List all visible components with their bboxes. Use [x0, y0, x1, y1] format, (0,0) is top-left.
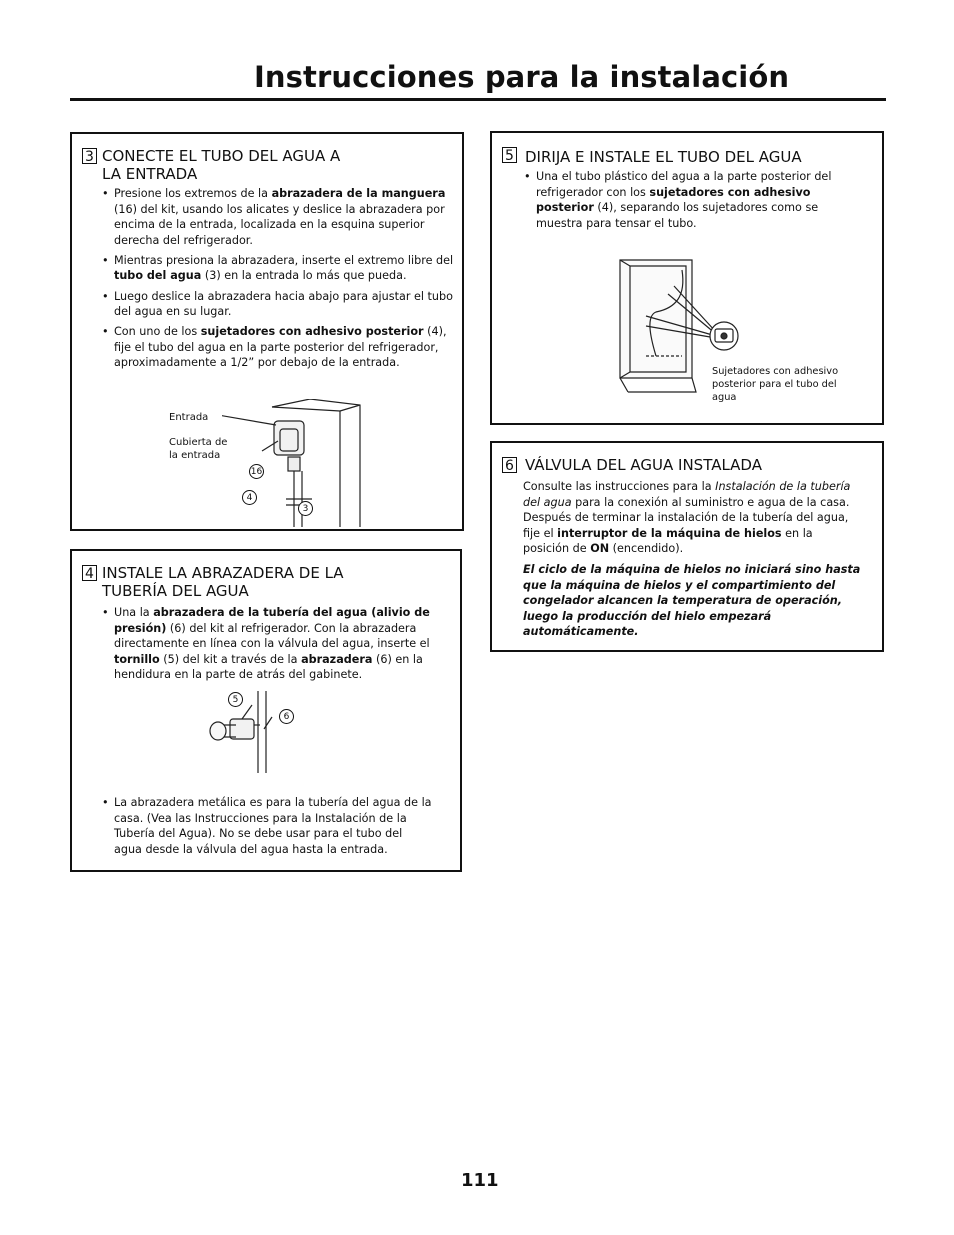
step-3-bullet-1: • Presione los extremos de la abrazadera de la manguera (16) del kit, usando los alicates y deslice la abrazadera por encima de la entrada, localizada en la esquina superior derecha del refrigerador.	[102, 186, 458, 248]
clips-caption: Sujetadores con adhesivo posterior para el tubo del agua	[712, 366, 839, 403]
inlet-cover-label: Cubierta de la entrada	[169, 437, 228, 461]
step-3-bullet-2: • Mientras presiona la abrazadera, inserte el extremo libre del tubo del agua (3) en la entrada lo más que pueda.	[102, 253, 458, 284]
page-number: 111	[461, 1170, 499, 1191]
step-6-heading: VÁLVULA DEL AGUA INSTALADA	[525, 456, 762, 474]
step-3-number: 3	[82, 148, 97, 164]
step-6-paragraph: Consulte las instrucciones para la Instalación de la tubería del agua para la conexión al suministro e agua de la casa. Después de terminar la instalación de la tubería del agua, fije el interruptor de la máquina de hielos en la posición de ON (encendido).	[523, 480, 851, 556]
step-5-panel	[490, 131, 884, 425]
step-5-number: 5	[502, 147, 517, 163]
step-3-instructions	[102, 186, 458, 376]
step-4-number: 4	[82, 565, 97, 581]
step-5-heading: DIRIJA E INSTALE EL TUBO DEL AGUA	[525, 148, 802, 166]
page-title: Instrucciones para la instalación	[254, 60, 790, 94]
step-4-instructions	[102, 605, 432, 687]
step-4-heading: INSTALE LA ABRAZADERA DE LA TUBERÍA DEL AGUA	[102, 564, 344, 600]
inlet-label: Entrada	[169, 412, 209, 423]
step-3-bullet-4: • Con uno de los sujetadores con adhesivo posterior (4), fije el tubo del agua en la parte posterior del refrigerador, aproximadamente a 1/2” por debajo de la entrada.	[102, 324, 458, 371]
step-4-bullet-2: • La abrazadera metálica es para la tubería del agua de la casa. (Vea las Instrucciones para la Instalación de la Tubería del Agua). No se debe usar para el tubo del agua desde la válvula del agua hasta la entrada.	[102, 795, 432, 857]
callout-5: 5	[228, 692, 243, 707]
step-3-heading: CONECTE EL TUBO DEL AGUA A LA ENTRADA	[102, 147, 341, 183]
callout-4: 4	[242, 490, 257, 505]
callout-16: 16	[249, 464, 264, 479]
step-5-bullet-1: • Una el tubo plástico del agua a la parte posterior del refrigerador con los sujetadores con adhesivo posterior (4), separando los sujetadores como se muestra para tensar el tubo.	[524, 169, 844, 231]
callout-3: 3	[298, 501, 313, 516]
step-5-instructions	[524, 169, 844, 236]
step-6-panel	[490, 441, 884, 652]
callout-6: 6	[279, 709, 294, 724]
step-4-bullet-1: • Una la abrazadera de la tubería del agua (alivio de presión) (6) del kit al refrigerador. Con la abrazadera directamente en línea con la válvula del agua, inserte el tornillo (5) del kit a través de la abrazadera (6) en la hendidura en la parte de atrás del gabinete.	[102, 605, 432, 683]
clamp-drawing	[202, 687, 312, 777]
step-6-number: 6	[502, 457, 517, 473]
step-4-panel	[70, 549, 462, 872]
step-3-bullet-3: • Luego deslice la abrazadera hacia abajo para ajustar el tubo del agua en su lugar.	[102, 289, 458, 320]
title-rule	[70, 98, 886, 101]
step-4-instructions-2	[102, 795, 432, 862]
step-6-note: El ciclo de la máquina de hielos no iniciará sino hasta que la máquina de hielos y el compartimiento del congelador alcancen la temperatura de operación, luego la producción del hielo empezará automáticamente.	[523, 563, 861, 639]
step-3-panel	[70, 132, 464, 531]
